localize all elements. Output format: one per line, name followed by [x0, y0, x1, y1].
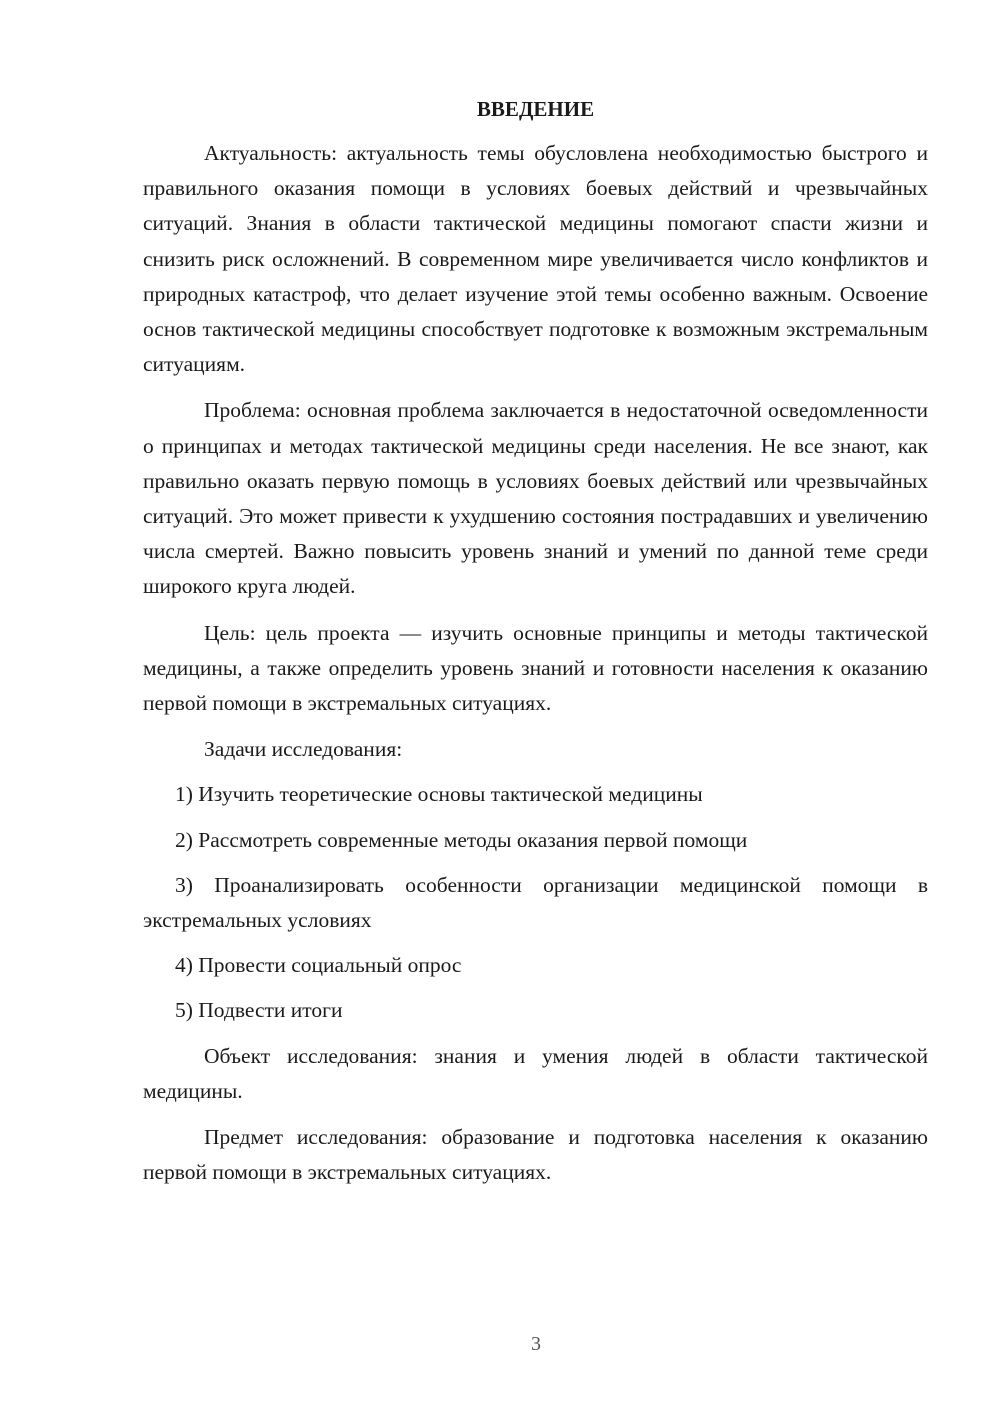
- paragraph-problem: Проблема: основная проблема заключается в недостаточной осведомленности о принципах и методах тактической медицины среди населения. Не все знают, как правильно оказать первую помощь в условиях боевых действий или чрезвычайных ситуаций. Это может привести к ухудшению состояния пострадавших и увеличению числа смертей. Важно повысить уровень знаний и умений по данной теме среди широкого круга людей.: [143, 398, 928, 599]
- page-number: 3: [531, 1333, 541, 1355]
- list-item: 1) Изучить теоретические основы тактической медицины: [175, 782, 703, 807]
- list-item: 3) Проанализировать особенности организации медицинской помощи в экстремальных условиях: [143, 872, 928, 933]
- list-item: 4) Провести социальный опрос: [175, 953, 462, 978]
- paragraph-subject: Предмет исследования: образование и подготовка населения к оказанию первой помощи в экстремальных ситуациях.: [143, 1125, 928, 1185]
- tasks-list: [143, 777, 928, 1028]
- tasks-heading: Задачи исследования:: [204, 737, 403, 762]
- list-item: 5) Подвести итоги: [175, 998, 343, 1023]
- list-item: 2) Рассмотреть современные методы оказания первой помощи: [175, 827, 748, 852]
- paragraph-goal: Цель: цель проекта — изучить основные принципы и методы тактической медицины, а также определить уровень знаний и готовности населения к оказанию первой помощи в экстремальных ситуациях.: [143, 620, 928, 716]
- document-page: [143, 92, 928, 1201]
- paragraph-relevance: Актуальность: актуальность темы обусловлена необходимостью быстрого и правильного оказания помощи в условиях боевых действий и чрезвычайных ситуаций. Знания в области тактической медицины помогают спасти жизни и снизить риск осложнений. В современном мире увеличивается число конфликтов и природных катастроф, что делает изучение этой темы особенно важным. Освоение основ тактической медицины способствует подготовке к возможным экстремальным ситуациям.: [143, 141, 928, 377]
- page-title: ВВЕДЕНИЕ: [476, 97, 595, 121]
- paragraph-object: Объект исследования: знания и умения людей в области тактической медицины.: [143, 1043, 928, 1103]
